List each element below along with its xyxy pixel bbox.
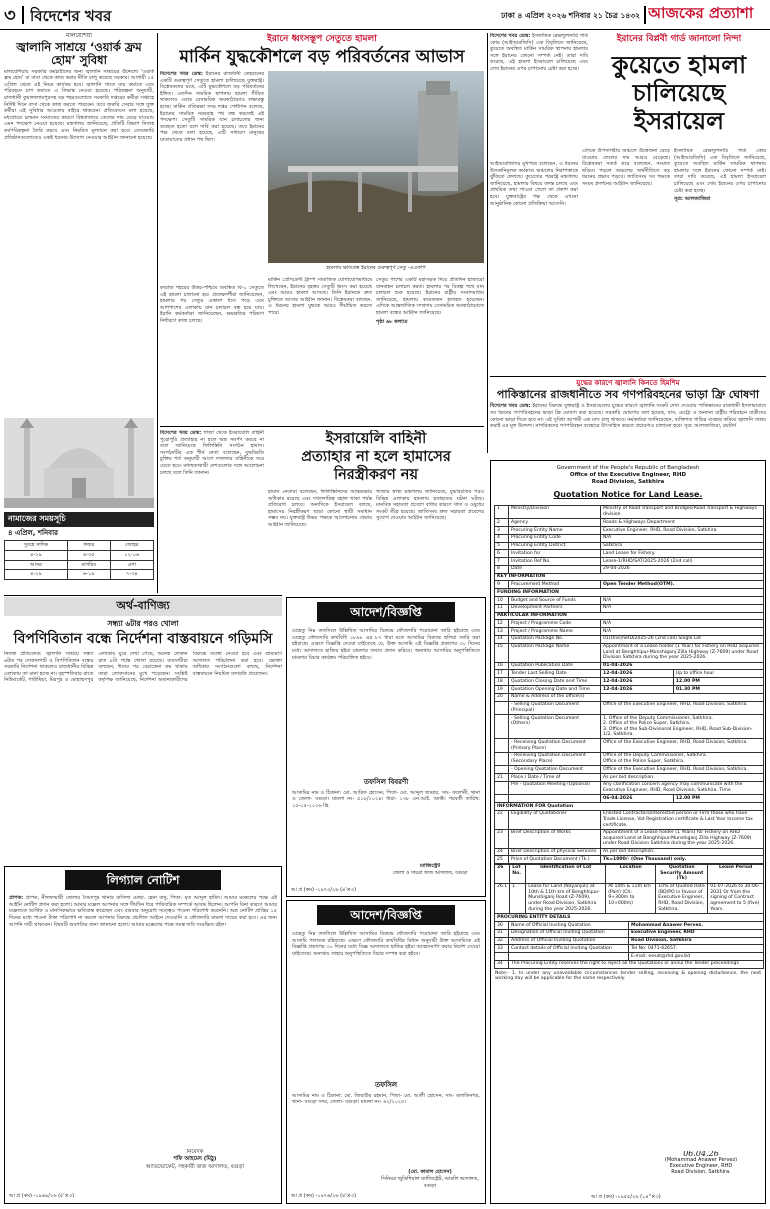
table-row xyxy=(495,921,764,929)
story-body xyxy=(490,403,766,429)
cell: 12 xyxy=(495,620,509,628)
story-headline: জ্বালানি সাশ্রয়ে ‘ওয়ার্ক ফ্রম হোম’ সুবিধা xyxy=(16,39,142,67)
cell: 33 xyxy=(495,945,509,953)
table-row xyxy=(495,620,764,628)
notice-title: আদেশ/বিজ্ঞপ্তি xyxy=(350,908,422,922)
cell: Quotation Security Amount (Tk) xyxy=(656,864,708,883)
cell: 1 xyxy=(495,505,509,518)
table-row xyxy=(495,685,764,693)
section-title: অর্থ-বাণিজ্য xyxy=(116,599,170,612)
cell: Brief Description of Works xyxy=(509,829,601,848)
cell: Office of the Executive Engineer, RHD, Road Division, Satkhira. xyxy=(601,766,764,774)
notice-to: প্রাপক: xyxy=(9,895,24,902)
cell: 32 xyxy=(495,937,509,945)
cell: Procurement Method xyxy=(509,581,601,589)
cell: N/A xyxy=(601,620,764,628)
signer-role: Executive Engineer, RHD xyxy=(669,1163,733,1169)
cell: 10 xyxy=(495,596,509,604)
malaysia-story xyxy=(4,33,154,413)
cell: Location xyxy=(606,864,656,883)
signer-name: (Mohammad Anawer Pervez) xyxy=(664,1157,738,1163)
notice-title-bar xyxy=(317,602,455,622)
cell: Lease for Land (Nayanjuli) at 10th & 11th km of Benghhipur-Munshiganj Road (Z-7609), under Road Division, Satkhira during the year 2025-2026. xyxy=(526,883,606,913)
cell: 21 xyxy=(495,774,509,782)
cell: - Selling Quotation Document (Others) xyxy=(509,714,601,739)
cell: 8 xyxy=(495,565,509,573)
table-row xyxy=(495,643,764,662)
cell: Identification of Lot xyxy=(526,864,606,883)
prayer-date: ৪ এপ্রিল, শনিবার xyxy=(8,528,58,537)
story-kicker: সন্ধ্যা ৬টার পরও খোলা xyxy=(107,618,179,628)
prayer-cell: জোহর xyxy=(110,541,153,551)
table-row xyxy=(495,534,764,542)
cell: Project / Programme Name xyxy=(509,628,601,636)
cell: Roads & Highways Department xyxy=(601,519,764,527)
section-row: FUNDING INFORMATION xyxy=(495,589,764,597)
signer-role: জেলা ও দায়রা জজ আদালত, বগুড়া xyxy=(392,869,468,876)
cell: 06-04-2026 xyxy=(601,795,674,803)
story-body-left xyxy=(160,430,264,585)
mosque-illustration xyxy=(4,418,154,508)
cell: Quotation Package Name xyxy=(509,643,601,662)
cell: 12-04-2026 xyxy=(601,670,674,678)
signer-role: সিনিয়র জুডিশিয়াল ম্যাজিস্ট্রেট, আমলি আদালত, বগুড়া xyxy=(381,1175,479,1189)
section-row: PARTICULAR INFORMATION xyxy=(495,612,764,620)
signature-date: 06.04.26 xyxy=(683,1151,719,1158)
table-row xyxy=(495,739,764,752)
cell: 19 xyxy=(495,685,509,693)
cell: 5 xyxy=(495,542,509,550)
cell: Agency xyxy=(509,519,601,527)
cell: Procuring Entity Code xyxy=(509,534,601,542)
table-row xyxy=(495,937,764,945)
page-header xyxy=(0,0,770,30)
cell: As per bid description. xyxy=(601,774,764,782)
prayer-cell: ৪-২৯ xyxy=(5,550,68,560)
table-row xyxy=(495,558,764,566)
prayer-table xyxy=(4,540,154,580)
story-body-c2: এদিকে উপসাগরীয় অঞ্চলে উত্তেজনা বেড়ে যাওয়ায় তেলের দাম আরও বেড়েছে। বিশ্লেষকরা সতর্ক করে বলেছেন, সংঘাত ছড়িয়ে পড়লে অঞ্চলের অর্থনীতিতে বড় ধরনের প্রভাব পড়বে। জাতিসংঘ সব পক্ষকে সংযম প্রদর্শনের আহ্বান জানিয়েছে। xyxy=(582,148,670,187)
sender-role: অ্যাডভোকেট, সহকারী জজ আদালত, বগুড়া xyxy=(145,1163,245,1170)
story-lead: বিদেশের খবর ডেস্ক: xyxy=(490,403,531,410)
story-kicker: ইরানের বিপ্লবী গার্ড জানালো নিন্দা xyxy=(616,34,742,44)
cell: Executive Engineer, RHD, Road Division, Satkhira xyxy=(601,526,764,534)
cell: Road Division, Satkhira xyxy=(629,937,764,945)
cell: - Receiving Quotation Document (Secondary Place) xyxy=(509,752,601,765)
table-row xyxy=(495,519,764,527)
photo-caption: হামলায় ক্ষতিগ্রস্ত ইরানের গুরুত্বপূর্ণ সেতু -এএফপি xyxy=(326,265,426,271)
prayer-cell: ৭-৩৪ xyxy=(110,570,153,580)
table-row xyxy=(495,604,764,612)
cell: Office of the Executive Engineer, RHD, Road Division, Satkhira. xyxy=(601,701,764,714)
cell: 9 xyxy=(495,581,509,589)
headline-line: প্রত্যাহার না হলে হামাসের xyxy=(301,449,451,465)
cell: 24 xyxy=(495,848,509,856)
iran-bridge-story xyxy=(160,33,484,423)
story-text: ইসলামিক রেভল্যুশনারি গার্ড কোর (আইআরজিসি) এক বিবৃতিতে জানিয়েছে, কুয়েতে অবস্থিত মার্কিন সামরিক স্থাপনায় হামলার সঙ্গে ইরানের কোনো সম্পর্ক নেই। তারা দাবি করেছে, এই হামলা ইসরায়েল চালিয়েছে এবং দোষ ইরানের ওপর চাপানোর চেষ্টা করা হচ্ছে। xyxy=(490,33,588,72)
table-row xyxy=(495,542,764,550)
mosque-icon xyxy=(4,418,154,508)
table-row xyxy=(495,701,764,714)
cell: 17 xyxy=(495,670,509,678)
cell: 20 xyxy=(495,693,509,701)
cell: Ministry of Road Transport and Bridges/Road Transport & Highways division xyxy=(601,505,764,518)
story-body-col1 xyxy=(160,71,264,281)
cell: 01(One)/SRD/2025-26 (2nd call) Single Lot xyxy=(601,635,764,643)
table-row xyxy=(495,929,764,937)
cell: 4 xyxy=(495,534,509,542)
cell: Designation of Official Inviting Quotation xyxy=(509,929,629,937)
cell: Lease Period xyxy=(708,864,764,883)
section-banner xyxy=(4,597,282,616)
cell: 12-04-2026 xyxy=(601,685,674,693)
signer: ম্যাজিস্ট্রেট xyxy=(419,863,441,869)
cell: At 10th & 11th km (Part) (Ch: 9+300m to 10+000m) xyxy=(606,883,656,913)
prayer-cell: মাগরিব xyxy=(67,560,110,570)
tender-title: Quotation Notice for Land Lease. xyxy=(553,490,703,499)
table-row xyxy=(495,565,764,573)
schedule-body: আসামির নাম ও ঠিকানা: মো. আরিফ হোসেন, পিতা- মো. আব্দুল জব্বার, সাং- কলোনী, থানা ও জেলা- বগুড়া। মামলা নং- ৫১৮/২০২৪। ধারা- ১৩৮ এন.আই. অ্যাক্ট। পরবর্তী তারিখ: ১৫-০৫-২০২৬ খ্রি. xyxy=(292,789,480,809)
table-row xyxy=(495,810,764,829)
table-row xyxy=(495,945,764,953)
cell: 15 xyxy=(495,643,509,662)
table-row xyxy=(495,752,764,765)
table-row xyxy=(495,766,764,774)
signer: (মো. কামাল হোসেন) xyxy=(408,1169,452,1175)
table-row xyxy=(495,795,764,803)
cell: Enlisted Contractors/Interested person or Firm those who have Trade License, Vat Registration certificate & Last Year Income tax certificate. xyxy=(601,810,764,829)
court-notice-2 xyxy=(286,900,486,1204)
table-row xyxy=(495,526,764,534)
table-row xyxy=(495,883,764,913)
story-lead: বিদেশের খবর ডেস্ক: xyxy=(160,430,202,436)
story-text: গাজা থেকে ইসরায়েলি বাহিনী পুরোপুরি প্রত্যাহার না হলে অস্ত্র সমর্পণ করবে না বলে জানিয়েছে ফিলিস্তিনি সংগঠন হামাস। সংগঠনটির এক শীর্ষ নেতা বলেছেন, যুদ্ধবিরতি চুক্তির শর্ত অনুযায়ী আগে দখলদার বাহিনীকে সরে যেতে হবে। মধ্যস্থতাকারী দেশগুলোর সঙ্গে আলোচনা চলছে বলে তিনি জানান। xyxy=(160,430,264,476)
notice-title-bar xyxy=(317,905,455,925)
story-text: ইসলামিক রেভল্যুশনারি গার্ড কোর (আইআরজিসি) এক বিবৃতিতে জানিয়েছে, কুয়েতে অবস্থিত মার্কিন সামরিক স্থাপনায় হামলার সঙ্গে ইরানের কোনো সম্পর্ক নেই। তারা দাবি করেছে, এই হামলা ইসরায়েল চালিয়েছে এবং দোষ ইরানের ওপর চাপানোর চেষ্টা করা হচ্ছে। xyxy=(674,148,766,194)
story-body-col1b: কারাজ শহরের উত্তর-পশ্চিমে অবস্থিত বি-১ সেতুতে এই হামলা চালানো হয়। প্রত্যক্ষদর্শীরা জানিয়েছেন, হামলার পর সেতুর একাংশ ধসে পড়ে এবং আশপাশের এলাকায় যান চলাচল বন্ধ হয়ে যায়। ইরানি কর্মকর্তারা জানিয়েছেন, ক্ষয়ক্ষতির পরিমাণ নির্ধারণে কাজ চলছে। xyxy=(160,285,264,324)
notice-body: যেহেতু নিম্ন তফসিলে উল্লিখিত আসামির বিরুদ্ধে ফৌজদারি পরোয়ানা জারি হইয়াছে এবং আসামি পলাতক রহিয়াছে। এক্ষণে ফৌজদারি কার্যবিধির বিধান অনুযায়ী উক্ত আসামিকে এই বিজ্ঞপ্তি প্রকাশের ৩০ দিনের মধ্যে বিজ্ঞ আদালতে হাজির হইয়া আত্মসমর্পণ করার নির্দেশ দেওয়া যাইতেছে। অন্যথায় তাহার অনুপস্থিতিতে বিচার সম্পন্ন করা হইবে। xyxy=(292,931,480,957)
legal-notice xyxy=(4,866,282,1204)
table-row xyxy=(495,714,764,739)
story-text: ইরানের বিরুদ্ধে যুক্তরাষ্ট্র ও ইসরায়েলের যুদ্ধের কারণে জ্বালানি সংকট দেখা দেওয়ায় পাকিস্তানের রাজধানী ইসলামাবাদে সব ধরনের গণপরিবহনের ভাড়া ফ্রি ঘোষণা করা হয়েছে। সরকারি ঘোষণায় বলা হয়েছে, বাস, মেট্রো ও অন্যান্য রাষ্ট্রীয় পরিবহনে যাত্রীদের কোনো ভাড়া দিতে হবে না। এই সুবিধা আগামী এক মাস চালু থাকবে। কর্মকর্তারা জানিয়েছেন, ব্যক্তিগত গাড়ির ব্যবহার কমিয়ে জ্বালানি সাশ্রয় করাই এর মূল উদ্দেশ্য। নাগরিকদের গণপরিবহন ব্যবহারে উৎসাহিত করতে প্রচারণাও চালানো হবে। সূত্র: আলজাজিরা, রয়টার্স xyxy=(490,403,766,430)
cell: - Selling Quotation Document (Principal) xyxy=(509,701,601,714)
tender-table xyxy=(494,505,764,864)
cell: Land Lease for Fishery. xyxy=(601,550,764,558)
cell: 6 xyxy=(495,550,509,558)
prayer-title: নামাজের সময়সূচি xyxy=(4,512,154,527)
cell: 3 xyxy=(495,526,509,534)
story-headline xyxy=(592,51,766,135)
masthead-logo: আজকের প্রত্যাশা xyxy=(648,4,754,22)
schedule-body: আসামির নাম ও ঠিকানা: মো. জিয়াউর রহমান, পিতা- মো. আলী হোসেন, সাং- মালতিনগর, থানা- বগুড়া সদর, জেলা- বগুড়া। মামলা নং- ৬২/২০২৫। xyxy=(292,1092,480,1106)
story-body-col3 xyxy=(376,277,484,417)
prayer-cell: এশা xyxy=(110,560,153,570)
cell: Open Tender Method(OTM). xyxy=(601,581,764,589)
kuwait-story xyxy=(490,33,766,373)
cell: Appointment of a Lease holder (1 Years) for Fishery on RHD acquired Land at Benghhipur-Munshiganj Zilla Highway (Z-7609) under Road Division Satkhira during the year 2025-2026. xyxy=(601,829,764,848)
cell: N/A xyxy=(601,604,764,612)
cell: 34 xyxy=(495,960,509,968)
cell: 18 xyxy=(495,678,509,686)
table-row xyxy=(495,781,764,794)
story-body-c3 xyxy=(674,148,766,366)
cell: Up to office hour xyxy=(673,670,763,678)
schedule-title: তফসিল xyxy=(374,1081,398,1090)
cell: N/A xyxy=(601,534,764,542)
table-row xyxy=(495,505,764,518)
story-body-mid: হামাস নেতারা বলেছেন, ফিলিস্তিনিদের আত্মরক্ষার অধিকার রয়েছে এবং দখলদারিত্ব বহাল থাকা পর্যন্ত প্রতিরোধ চলবে। অন্যদিকে ইসরায়েল বলছে, হামাসের নিরস্ত্রীকরণ ছাড়া কোনো স্থায়ী সমাধান সম্ভব নয়। যুক্তরাষ্ট্র উভয় পক্ষকে আলোচনায় ফেরার আহ্বান জানিয়েছে। xyxy=(268,489,372,528)
cell: Procuring Entity District xyxy=(509,542,601,550)
story-body-right: গাজার স্বাস্থ্য মন্ত্রণালয় জানিয়েছে, যুদ্ধবিরতির পরও বিভিন্ন এলাকায় হামলায় হতাহতের ঘটনা ঘটছে। মানবিক সহায়তা প্রবেশে বাধার কারণে খাদ্য ও ওষুধের সংকট তীব্র হয়েছে। জাতিসংঘ দ্রুত সহায়তা প্রবেশের সুযোগ দেওয়ার আহ্বান জানিয়েছে। xyxy=(376,489,484,522)
prayer-cell: ৬-১৯ xyxy=(67,570,110,580)
story-headline xyxy=(268,430,484,486)
cell: Date xyxy=(509,565,601,573)
notice-title-bar xyxy=(65,870,221,890)
notice-signature xyxy=(377,1169,483,1191)
headline-line: কুয়েতে হামলা xyxy=(611,51,747,80)
table-row xyxy=(495,953,764,961)
cell: 01-07-2026 to 30-06-2031 Or from the signing of Contract agreement to 5 (five) Years. xyxy=(708,883,764,913)
prayer-cell: ৪-২৯ xyxy=(5,570,68,580)
table-row xyxy=(495,774,764,782)
cell: Eligibility of Quotationer xyxy=(509,810,601,829)
header-dateline: ঢাকা ৪ এপ্রিল ২০২৬ শনিবার ২১ চৈত্র ১৪৩২ xyxy=(501,11,640,20)
headline-line: নিরস্ত্রীকরণ নয় xyxy=(333,467,419,483)
cell: 12-04-2026 xyxy=(601,678,674,686)
gov-line: Road Division, Satkhira xyxy=(591,479,665,485)
cell: Quotation Opening Date and Time xyxy=(509,685,601,693)
signer-role: Road Division, Satkhira. xyxy=(671,1169,731,1175)
notice-text: প্রাপক, নীলফামারী জেলার সৈয়দপুর থানার বাসিন্দা মোছা. হেনা বানু, পিতা- মৃত আব্দুল হামিদ। আমার মক্কেলের পক্ষে এই আইনি নোটিশ প্রদান করা হলো। আমার মক্কেল আপনার সঙ্গে দীর্ঘদিন ধরে পারিবারিক সম্পর্কে আবদ্ধ ছিলেন। আপনি বিনা কারণে আমার মক্কেলকে আর্থিক ও মানসিকভাবে ক্ষতিগ্রস্ত করেছেন এবং বারবার অনুরোধ সত্ত্বেও পাওনা পরিশোধ করেননি। অত্র নোটিশ প্রাপ্তির ১৫ দিনের মধ্যে পাওনা টাকা পরিশোধ না করলে আপনার বিরুদ্ধে প্রচলিত আইনে দেওয়ানি ও ফৌজদারি মামলা দায়ের করা হবে। এর জন্য আপনি দায়ী থাকবেন। বিষয়টি অবগতির জন্য জানানো হলো। আমার মক্কেলের পক্ষে সমস্ত দাবি সংরক্ষিত রইল। xyxy=(9,895,277,928)
continued-note: পৃষ্ঠা ৬৮ কলামে xyxy=(376,318,408,325)
story-lead: বিদেশের খবর ডেস্ক: xyxy=(490,33,531,39)
prayer-cell: সুবহে সাদিক xyxy=(5,541,68,551)
story-dateline: মালয়েশিয়া xyxy=(65,33,93,39)
prayer-times xyxy=(4,512,154,582)
notice-ref: আ প্র (কম) -১৯৭৩/২৬ (৪'×৩) xyxy=(291,887,357,893)
tender-notice xyxy=(490,460,766,1204)
cell: Office of the Executive Engineer, RHD, Road Division, Satkhira. xyxy=(601,739,764,752)
tender-ref: আ প্র (কম) -১৯৫৫/২৬ (১৪''×৩) xyxy=(591,1194,661,1200)
cell: 2 xyxy=(495,519,509,527)
tender-header xyxy=(491,465,765,486)
table-row xyxy=(495,628,764,636)
cell: 12.00 PM xyxy=(673,678,763,686)
cell: N/A xyxy=(601,596,764,604)
bridge-photo xyxy=(268,71,484,263)
cell: Address of Official Inviting Quotation xyxy=(509,937,629,945)
story-headline: পাকিস্তানের রাজধানীতে সব গণপরিবহনের ভাড়া ফ্রি ঘোষণা xyxy=(496,388,760,402)
notice-body xyxy=(5,893,281,1138)
schedule-title: তফসিল বিবরণী xyxy=(363,778,409,787)
cell: Tk=1000/- (One Thousand) only. xyxy=(601,856,764,864)
sender-name: শফি আহমেদ (মিঠু) xyxy=(173,1156,217,1163)
page-number: ৩ xyxy=(4,5,16,24)
court-notice-1 xyxy=(286,597,486,897)
story-kicker: যুদ্ধের কারণে জ্বালানি কিনতে হিমশিম xyxy=(576,379,680,387)
prayer-cell: ফজর xyxy=(67,541,110,551)
lot-table xyxy=(494,864,764,914)
cell: Ministry/Division xyxy=(509,505,601,518)
kuwait-headline-box xyxy=(592,33,766,143)
cell: Invitation Ref No xyxy=(509,558,601,566)
pakistan-story xyxy=(490,376,766,456)
cell: Procuring Entity Name xyxy=(509,526,601,534)
source-note: সূত্র: আলজাজিরা xyxy=(674,196,711,203)
cell: - Opening Quotation Document xyxy=(509,766,601,774)
masthead xyxy=(648,3,770,29)
cell: 01.30 PM xyxy=(673,685,763,693)
sender-label: নিবেদক xyxy=(186,1149,204,1155)
cell: Any clarification concern agency may communicate with the Executive Engineer, RHD, Road Division, Satkhira. Time xyxy=(601,781,764,794)
cell: Contact details of Official Inviting Quotation xyxy=(509,945,629,953)
cell: 11 xyxy=(495,604,509,612)
story-text: ইরানের রাজধানী তেহরানের একটি গুরুত্বপূর্ণ সেতুতে হামলা চালিয়েছে যুক্তরাষ্ট্র। বিশ্লেষকদের মতে, এটি যুদ্ধকৌশলে বড় পরিবর্তনের ইঙ্গিত। এতদিন সামরিক স্থাপনায় হামলা সীমিত থাকলেও এবার বেসামরিক অবকাঠামোও লক্ষ্যবস্তু হচ্ছে। মার্কিন প্রতিরক্ষা সদর দপ্তর পেন্টাগন বলেছে, ইরানের সামরিক সরবরাহ পথ বন্ধ করতেই এই পদক্ষেপ। সেতুটি সামরিক যান চলাচলের জন্য ব্যবহৃত হতো বলে দাবি করা হয়েছে। তবে ইরানের পক্ষ থেকে বলা হয়েছে, এটি সাধারণ মানুষের যাতায়াতের প্রধান পথ ছিল। xyxy=(160,71,264,143)
cell: 23 xyxy=(495,829,509,848)
cell: 31 xyxy=(495,929,509,937)
cell: As per bid description. xyxy=(601,848,764,856)
table-row xyxy=(495,635,764,643)
section-title: বিদেশের খবর xyxy=(30,7,112,25)
cell: 10% of Quoted Rate (BD/PO in favour of Executive Engineer, RHD, Road Division, Satkhira. xyxy=(656,883,708,913)
tender-note: Note:- 1. In under any unavoidable circumstances tender selling, receiving & opening disturbance, the next working day will be applicable for the same respectively. xyxy=(495,970,761,982)
cell: 16 xyxy=(495,662,509,670)
cell: 26.1 xyxy=(495,883,510,913)
cell: Place / Date / Time of xyxy=(509,774,601,782)
table-row xyxy=(495,581,764,589)
cell: Mohammad Anawer Pervez. xyxy=(629,921,764,929)
cell: Invitation for xyxy=(509,550,601,558)
cell: Development Partners xyxy=(509,604,601,612)
cell: Name of Official Inviting Quotation xyxy=(509,921,629,929)
cell: 26 xyxy=(495,864,510,883)
cell: 14 xyxy=(495,635,509,643)
table-row xyxy=(495,662,764,670)
cell: Brief Description of physical Services xyxy=(509,848,601,856)
notice-body: যেহেতু নিম্ন তফসিলে উল্লিখিত আসামির বিরুদ্ধে ফৌজদারি পরোয়ানা জারি হইয়াছে এবং যেহেতু ফৌজদারি কার্যবিধি ১৮৯৮ এর ৮৭ ধারা মতে আসামির বিরুদ্ধে হুলিয়া জারি করা হইয়াছে। এক্ষণে বিজ্ঞপ্তি দেওয়া যাইতেছে যে, উক্ত আসামি এই বিজ্ঞপ্তি প্রকাশের ৩০ দিনের মধ্যে আদালতে হাজির হইয়া মামলার জবাব প্রদান করিবে। অন্যথায় আসামির অনুপস্থিতিতে মামলার বিচার কার্যক্রম পরিচালিত হইবে। xyxy=(292,628,480,661)
section-row: INFORMATION FOR Quotation xyxy=(495,802,764,810)
tender-signature xyxy=(641,1151,761,1191)
story-kicker: ইরানে ধ্বংসস্তূপ সেতুতে হামলা xyxy=(267,34,377,44)
table-row xyxy=(495,864,764,883)
gov-line: Office of the Executive Engineer, RHD xyxy=(569,472,687,478)
story-headline: মার্কিন যুদ্ধকৌশলে বড় পরিবর্তনের আভাস xyxy=(179,47,465,68)
cell: 30 xyxy=(495,921,509,929)
section-row: KEY INFORMATION xyxy=(495,573,764,581)
notice-ref: আ প্র (কম) -১৯৬৯/২৬ (৫'×৩) xyxy=(9,1193,75,1199)
cell: Appointment of a Lease holder (1 Year) for Fishery on RHD acquired Land at Benghhipur-Munshiganj Zilla Highway (Z-7609) under Road Division Satkhira during the year 2025-2026. xyxy=(601,643,764,662)
prayer-cell: ১২-০৬ xyxy=(110,550,153,560)
headline-line: ইসরায়েলি বাহিনী xyxy=(325,431,427,447)
hamas-story xyxy=(160,426,484,586)
cell: Tender Last Selling Date xyxy=(509,670,601,678)
table-row xyxy=(495,693,764,701)
entity-table xyxy=(494,913,764,968)
prayer-cell: ৪-৩৫ xyxy=(67,550,110,560)
cell: Satkhira xyxy=(601,542,764,550)
cell: Quotation Closing Date and Time xyxy=(509,678,601,686)
cell: N/A xyxy=(601,628,764,636)
notice-ref: আ প্র (কম) -১৯৭৬/২৬ (৪'×৩) xyxy=(291,1193,357,1199)
cell xyxy=(601,693,764,701)
prayer-cell: আসর xyxy=(5,560,68,570)
cell: Budget and Source of Funds xyxy=(509,596,601,604)
table-row xyxy=(495,670,764,678)
table-row xyxy=(495,678,764,686)
story-body: মালয়েশিয়ায় সরকারি কর্মচারীদের জন্য জ্বালানি সাশ্রয়ের উদ্দেশ্যে ‘ওয়ার্ক ফ্রম হোম’ বা বাসা থেকে কাজ করার নীতি চালু করেছে সরকার। আগামী ১৫ এপ্রিল থেকে এই নিয়ম কার্যকর হবে। জ্বালানি খাতে ব্যয় কমাতে এবং পরিবহনে চাপ কমাতে এ সিদ্ধান্ত নেওয়া হয়েছে। পরিকল্পনা অনুযায়ী, রাজধানী কুয়ালালামপুরসহ বড় শহরগুলোতে সরকারি দপ্তরের কর্মীরা সপ্তাহে নির্দিষ্ট দিনে বাসা থেকে কাজ করতে পারবেন। তবে জরুরি সেবার সঙ্গে যুক্ত কর্মীরা এই সুবিধার আওতার বাইরে থাকবেন। প্রতিবেদনে বলা হয়েছে, মধ্যপ্রাচ্যে চলমান সংঘাতের কারণে বিশ্ববাজারে তেলের দাম বেড়ে যাওয়ায় এমন পদক্ষেপ নেওয়া হয়েছে। মন্ত্রণালয় জানিয়েছে, প্রতিটি বিভাগ নিজস্ব কর্মপরিকল্পনা তৈরি করবে এবং নিয়মিত মূল্যায়ন করা হবে। বেসরকারি প্রতিষ্ঠানগুলোকেও একই ধরনের উদ্যোগ নেওয়ার আহ্বান জানানো হয়েছে। xyxy=(4,68,154,141)
notice-title: আদেশ/বিজ্ঞপ্তি xyxy=(350,605,422,619)
table-row xyxy=(495,829,764,848)
cell: Name & Address of the office(s) xyxy=(509,693,601,701)
cell: Pre - Quotation Meeting (Optional) xyxy=(509,781,601,794)
cell: Executive Engineer, RHD xyxy=(629,929,764,937)
cell: 01-04-2026 xyxy=(601,662,764,670)
story-body-left xyxy=(490,33,588,158)
cell: 25 xyxy=(495,856,509,864)
cell: Lease-1/RHD/SAT/2025-2026 (2nd call) xyxy=(601,558,764,566)
cell: Tel No: 0471-62657. xyxy=(629,945,764,953)
cell: The Procuring Entity reserves the right to reject all the Quotations or annul the Tender proceedings xyxy=(509,960,764,968)
story-body-c1: আইআরজিসির মুখপাত্র বলেছেন, এ ধরনের উসকানিমূলক কর্মকাণ্ড অঞ্চলের নিরাপত্তাকে ঝুঁকিতে ফেলছে। কুয়েতের পররাষ্ট্র মন্ত্রণালয় জানিয়েছে, হামলার বিষয়ে তদন্ত চলছে এবং প্রাথমিক তথ্য পাওয়া গেলে তা প্রকাশ করা হবে। যুক্তরাষ্ট্রের পক্ষ থেকে এখনো আনুষ্ঠানিক কোনো প্রতিক্রিয়া আসেনি। xyxy=(490,161,578,207)
cell: 13 xyxy=(495,628,509,636)
story-lead: বিদেশের খবর ডেস্ক: xyxy=(160,71,203,77)
table-row xyxy=(495,960,764,968)
table-row xyxy=(495,596,764,604)
notice-signature xyxy=(377,863,483,885)
cell: Project / Programme Code xyxy=(509,620,601,628)
cell: 1. Office of the Deputy Commissioner, Satkhira. 2. Office of the Police Super, Satkhira. 3. Office of the Sub-Divisional Engineer, RHD, Road Sub-Division-1/2, Satkhira. xyxy=(601,714,764,739)
cell xyxy=(509,953,629,961)
economy-section xyxy=(4,597,282,862)
story-body: নিজস্ব প্রতিবেদক: জ্বালানি সাশ্রয়ে সন্ধ্যা ৬টার পর দোকানপাট ও বিপণিবিতান বন্ধের সরকারি নির্দেশনা থাকলেও রাজধানীর বিভিন্ন এলাকায় তা মানা হচ্ছে না। বৃহস্পতিবার রাতে নিউমার্কেট, গাউছিয়া, মিরপুর ও মোহাম্মদপুর এলাকায় ঘুরে দেখা গেছে, অনেক দোকান রাত ৮টা পর্যন্ত খোলা রয়েছে। ব্যবসায়ীরা বলছেন, ঈদের পর বেচাকেনা কম থাকায় তারা লোকসানের মুখে পড়েছেন। সংশ্লিষ্ট কর্তৃপক্ষ জানিয়েছে, নির্দেশনা অমান্যকারীদের বিরুদ্ধে ব্যবস্থা নেওয়া হবে এবং ভ্রাম্যমাণ আদালত পরিচালনা করা হবে। ভোক্তা অধিকার সংগঠনগুলো বলছে, নির্দেশনা বাস্তবায়নে নিয়মিত তদারকি প্রয়োজন। xyxy=(4,650,282,684)
cell: - Receiving Quotation Document (Primary Place) xyxy=(509,739,601,752)
cell: 1 xyxy=(510,883,526,913)
story-body-col2: মার্কিন প্রেসিডেন্ট ট্রাম্প সামাজিক যোগাযোগমাধ্যমে লিখেছেন, ইরানের বৃহত্তম সেতুটি ধ্বংস করা হয়েছে এবং আরও হামলা আসছে। তিনি ইরানকে দ্রুত চুক্তিতে আসার আহ্বান জানান। বিশ্লেষকরা বলছেন, এ ধরনের হামলা যুদ্ধকে আরও দীর্ঘায়িত করতে পারে। xyxy=(268,277,372,316)
cell: Office of the Deputy Commissioner, Satkhira. Office of the Police Super, Satkhira. xyxy=(601,752,764,765)
cell: Quotation Package No. xyxy=(509,635,601,643)
cell: Quotation Publication Date xyxy=(509,662,601,670)
table-row xyxy=(495,856,764,864)
section-row: PROCURING ENTITY DETAILS xyxy=(495,914,764,922)
notice-title: লিগ্যাল নোটিশ xyxy=(106,873,180,887)
cell: Lot No. xyxy=(510,864,526,883)
gov-line: Government of the People's Republic of Bangladesh xyxy=(556,465,700,471)
cell: E-mail: eesat@rhd.gov.bd xyxy=(629,953,764,961)
story-headline: বিপণিবিতান বন্ধে নির্দেশনা বাস্তবায়নে গড়িমসি xyxy=(13,630,273,647)
table-row xyxy=(495,848,764,856)
cell: Price of Quotation Document (Tk.) xyxy=(509,856,601,864)
story-text: সেতুর পাশের একটি মহাসড়ক দিয়ে প্রতিদিন হাজারো যানবাহন চলাচল করত। হামলার পর বিকল্প পথে যান চলাচল শুরু হয়েছে। ইরানের রাষ্ট্রীয় সংবাদমাধ্যম জানিয়েছে, হামলায় কয়েকজন হতাহত হয়েছেন। এদিকে আন্তর্জাতিক সম্প্রদায় বেসামরিক অবকাঠামোতে হামলা বন্ধের আহ্বান জানিয়েছে। xyxy=(376,277,484,316)
table-row xyxy=(495,550,764,558)
cell xyxy=(495,953,509,961)
cell: 12.00 PM xyxy=(673,795,763,803)
cell: 22 xyxy=(495,810,509,829)
cell: 7 xyxy=(495,558,509,566)
cell: 29-04-2026 xyxy=(601,565,764,573)
headline-line: চালিয়েছে ইসরায়েল xyxy=(632,79,726,136)
notice-signature xyxy=(115,1149,275,1189)
